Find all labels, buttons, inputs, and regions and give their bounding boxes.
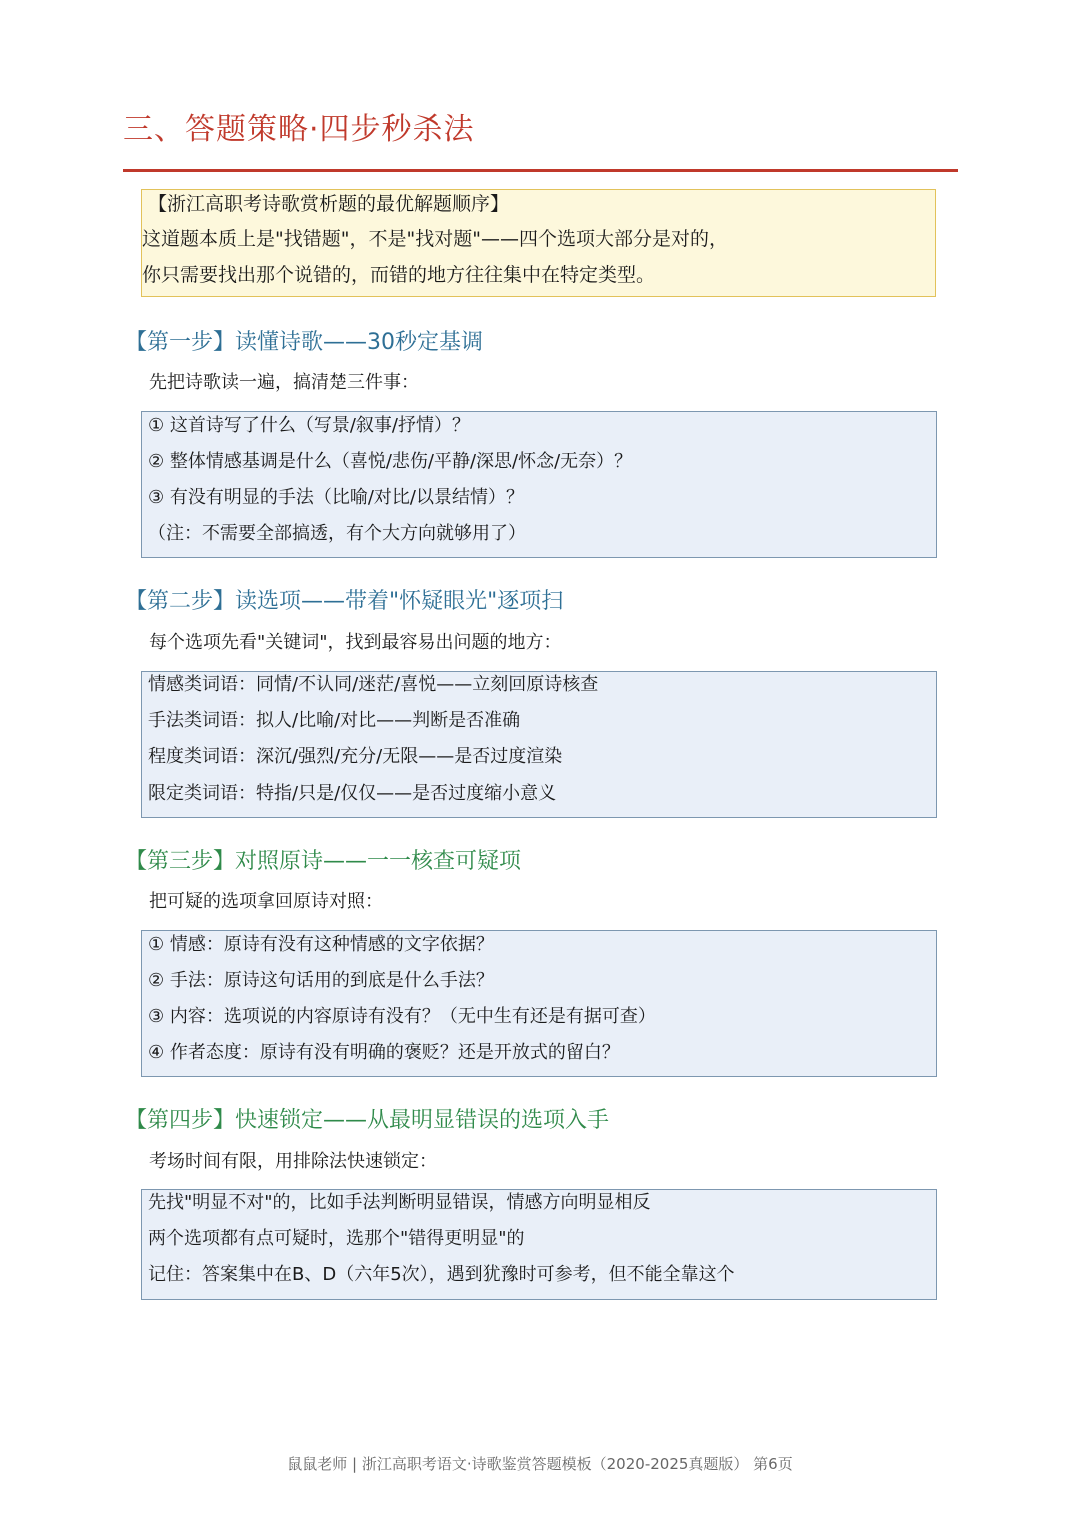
step-item: ③ 有没有明显的手法（比喻/对比/以景结情）？ (148, 487, 524, 508)
intro-line: 你只需要找出那个说错的，而错的地方往往集中在特定类型。 (142, 264, 656, 286)
step-item: 程度类词语：深沉/强烈/充分/无限——是否过度渲染 (148, 746, 563, 767)
intro-line: 这道题本质上是"找错题"，不是"找对题"——四个选项大部分是对的， (142, 228, 728, 250)
step-box (141, 930, 937, 1077)
step-item: 记住：答案集中在B、D（六年5次），遇到犹豫时可参考，但不能全靠这个 (148, 1264, 735, 1285)
title-divider (123, 169, 958, 172)
step-description: 每个选项先看"关键词"，找到最容易出问题的地方： (149, 632, 562, 653)
step-description: 考场时间有限，用排除法快速锁定： (149, 1151, 437, 1172)
page-footer: 鼠鼠老师 | 浙江高职考语文·诗歌鉴赏答题模板（2020-2025真题版） 第6页 (287, 1455, 793, 1473)
step-box (141, 1189, 937, 1300)
step-title: 【第四步】快速锁定——从最明显错误的选项入手 (125, 1108, 610, 1133)
intro-box (141, 189, 936, 297)
step-item: ② 手法：原诗这句话用的到底是什么手法？ (148, 970, 494, 991)
step-item: ② 整体情感基调是什么（喜悦/悲伤/平静/深思/怀念/无奈）？ (148, 451, 633, 472)
step-description: 先把诗歌读一遍，搞清楚三件事： (149, 372, 419, 393)
step-title: 【第一步】读懂诗歌——30秒定基调 (125, 330, 483, 355)
step-item: ① 情感：原诗有没有这种情感的文字依据？ (148, 934, 494, 955)
step-title: 【第二步】读选项——带着"怀疑眼光"逐项扫 (125, 589, 564, 614)
step-item: 情感类词语：同情/不认同/迷茫/喜悦——立刻回原诗核查 (148, 674, 599, 695)
step-item: 两个选项都有点可疑时，选那个"错得更明显"的 (148, 1228, 525, 1249)
step-box (141, 671, 937, 818)
step-item: ① 这首诗写了什么（写景/叙事/抒情）？ (148, 415, 470, 436)
step-note: （注：不需要全部搞透，有个大方向就够用了） (148, 523, 526, 544)
step-item: 手法类词语：拟人/比喻/对比——判断是否准确 (148, 710, 521, 731)
step-box (141, 411, 937, 558)
step-item: ④ 作者态度：原诗有没有明确的褒贬？还是开放式的留白？ (148, 1042, 620, 1063)
page-title: 三、答题策略·四步秒杀法 (123, 112, 475, 147)
step-item: 先找"明显不对"的，比如手法判断明显错误，情感方向明显相反 (148, 1192, 651, 1213)
step-description: 把可疑的选项拿回原诗对照： (149, 891, 383, 912)
step-item: ③ 内容：选项说的内容原诗有没有？（无中生有还是有据可查） (148, 1006, 656, 1027)
step-title: 【第三步】对照原诗——一一核查可疑项 (125, 849, 522, 874)
step-item: 限定类词语：特指/只是/仅仅——是否过度缩小意义 (148, 783, 557, 804)
intro-heading: 【浙江高职考诗歌赏析题的最优解题顺序】 (148, 193, 510, 215)
